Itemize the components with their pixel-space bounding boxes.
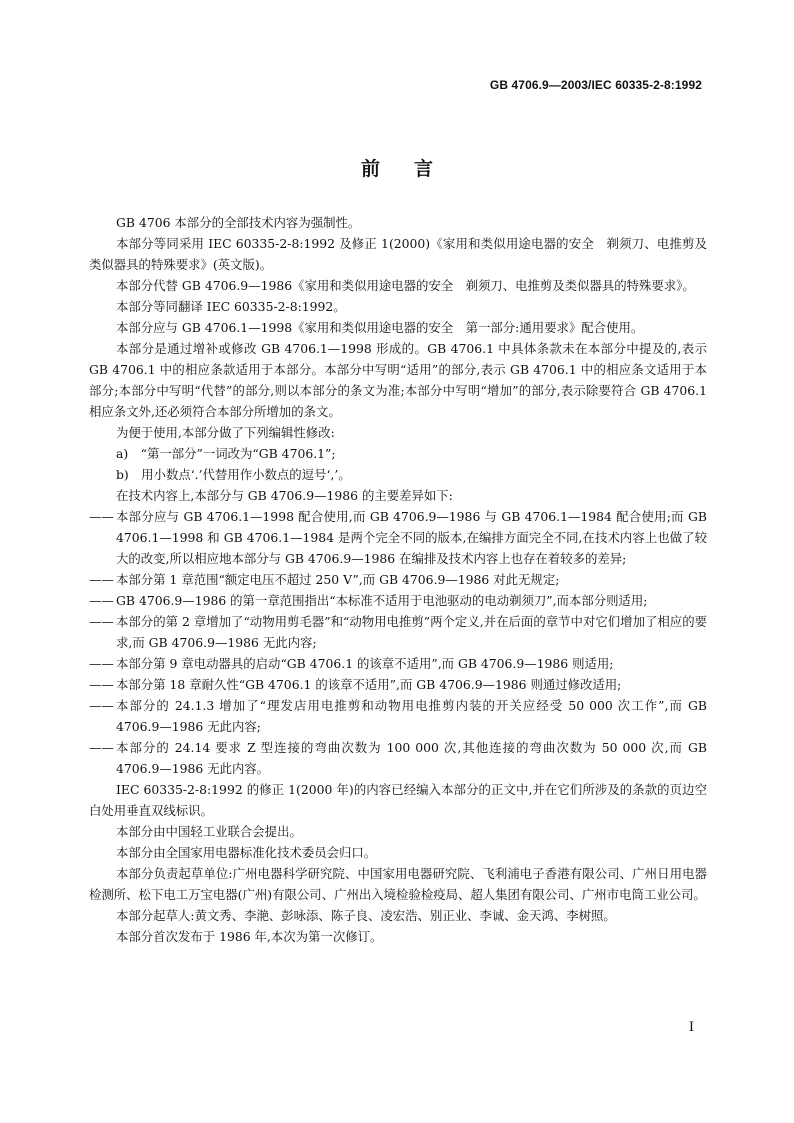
difference-text: 本部分的 24.1.3 增加了“理发店用电推剪和动物用电推剪内装的开关应经受 50 000 次工作”,而 GB 4706.9—1986 无此内容; <box>116 698 707 734</box>
paragraph: 本部分是通过增补或修改 GB 4706.1—1998 形成的。GB 4706.1 中具体条款未在本部分中提及的,表示 GB 4706.1 中的相应条款适用于本部分。本部分中写明“适用”的部分,表示 GB 4706.1 中的相应条文适用于本部分;本部分中写明“代替”的部分,则以本部分的条文为准;本部分中写明“增加”的部分,表示除要符合 GB 4706.1 相应条文外,还必须符合本部分所增加的条文。 <box>89 341 707 419</box>
dash-marker: —— <box>89 740 114 755</box>
difference-item <box>89 695 707 737</box>
difference-text: GB 4706.9—1986 的第一章范围指出“本标准不适用于电池驱动的电动剃须刀”,而本部分则适用; <box>116 593 648 608</box>
difference-item <box>89 611 707 653</box>
difference-text: 本部分的第 2 章增加了“动物用剪毛器”和“动物用电推剪”两个定义,并在后面的章节中对它们增加了相应的要求,而 GB 4706.9—1986 无此内容; <box>116 614 707 650</box>
dash-marker: —— <box>89 614 114 629</box>
edit-list-item: b) 用小数点‘.’代替用作小数点的逗号‘,’。 <box>116 467 351 482</box>
dash-marker: —— <box>89 509 114 524</box>
preface-body <box>89 212 707 947</box>
difference-item <box>89 674 707 695</box>
paragraph: 本部分等同采用 IEC 60335-2-8:1992 及修正 1(2000)《家用和类似用途电器的安全 剃须刀、电推剪及类似器具的特殊要求》(英文版)。 <box>89 236 707 272</box>
paragraph: 本部分负责起草单位:广州电器科学研究院、中国家用电器研究院、飞利浦电子香港有限公司、广州日用电器检测所、松下电工万宝电器(广州)有限公司、广州出入境检验检疫局、超人集团有限公司、广州市电筒工业公司。 <box>89 866 707 902</box>
paragraph: 本部分由全国家用电器标准化技术委员会归口。 <box>116 845 377 860</box>
paragraph: GB 4706 本部分的全部技术内容为强制性。 <box>116 215 361 230</box>
paragraph: 本部分等同翻译 IEC 60335-2-8:1992。 <box>116 299 346 314</box>
paragraph: 为便于使用,本部分做了下列编辑性修改: <box>116 425 335 440</box>
page-number: I <box>688 1020 694 1035</box>
dash-marker: —— <box>89 677 114 692</box>
difference-item <box>89 590 707 611</box>
paragraph: 本部分由中国轻工业联合会提出。 <box>116 824 302 839</box>
dash-marker: —— <box>89 572 114 587</box>
difference-text: 本部分第 18 章耐久性“GB 4706.1 的该章不适用”,而 GB 4706.9—1986 则通过修改适用; <box>116 677 622 692</box>
paragraph: 本部分代替 GB 4706.9—1986《家用和类似用途电器的安全 剃须刀、电推剪及类似器具的特殊要求》。 <box>116 278 695 293</box>
standard-code: GB 4706.9—2003/IEC 60335-2-8:1992 <box>489 78 702 92</box>
paragraph: 本部分起草人:黄文秀、李滟、彭咏添、陈子良、凌宏浩、别正业、李诚、金天鸿、李树照。 <box>116 908 616 923</box>
difference-text: 本部分应与 GB 4706.1—1998 配合使用,而 GB 4706.9—1986 与 GB 4706.1—1984 配合使用;而 GB 4706.1—1998 和 GB 4706.1—1984 是两个完全不同的版本,在编排方面完全不同,在技术内容上也做了较大的改变,所以相应地本部分与 GB 4706.9—1986 在编排及技术内容上也存在着较多的差异; <box>116 509 707 566</box>
dash-marker: —— <box>89 656 114 671</box>
difference-item <box>89 506 707 569</box>
difference-item <box>89 653 707 674</box>
difference-text: 本部分的 24.14 要求 Z 型连接的弯曲次数为 100 000 次,其他连接的弯曲次数为 50 000 次,而 GB 4706.9—1986 无此内容。 <box>116 740 707 776</box>
paragraph: IEC 60335-2-8:1992 的修正 1(2000 年)的内容已经编入本部分的正文中,并在它们所涉及的条款的页边空白处用垂直双线标识。 <box>89 782 707 818</box>
difference-item <box>89 569 707 590</box>
difference-text: 本部分第 9 章电动器具的启动“GB 4706.1 的该章不适用”,而 GB 4706.9—1986 则适用; <box>116 656 614 671</box>
page-title: 前言 <box>360 158 467 180</box>
dash-marker: —— <box>89 698 114 713</box>
dash-marker: —— <box>89 593 114 608</box>
difference-text: 本部分第 1 章范围“额定电压不超过 250 V”,而 GB 4706.9—1986 对此无规定; <box>116 572 560 587</box>
paragraph: 本部分应与 GB 4706.1—1998《家用和类似用途电器的安全 第一部分:通用要求》配合使用。 <box>116 320 644 335</box>
edit-list-item: a) “第一部分”一词改为“GB 4706.1”; <box>116 446 336 461</box>
difference-item <box>89 737 707 779</box>
paragraph: 本部分首次发布于 1986 年,本次为第一次修订。 <box>116 929 383 944</box>
differences-intro: 在技术内容上,本部分与 GB 4706.9—1986 的主要差异如下: <box>116 488 453 503</box>
